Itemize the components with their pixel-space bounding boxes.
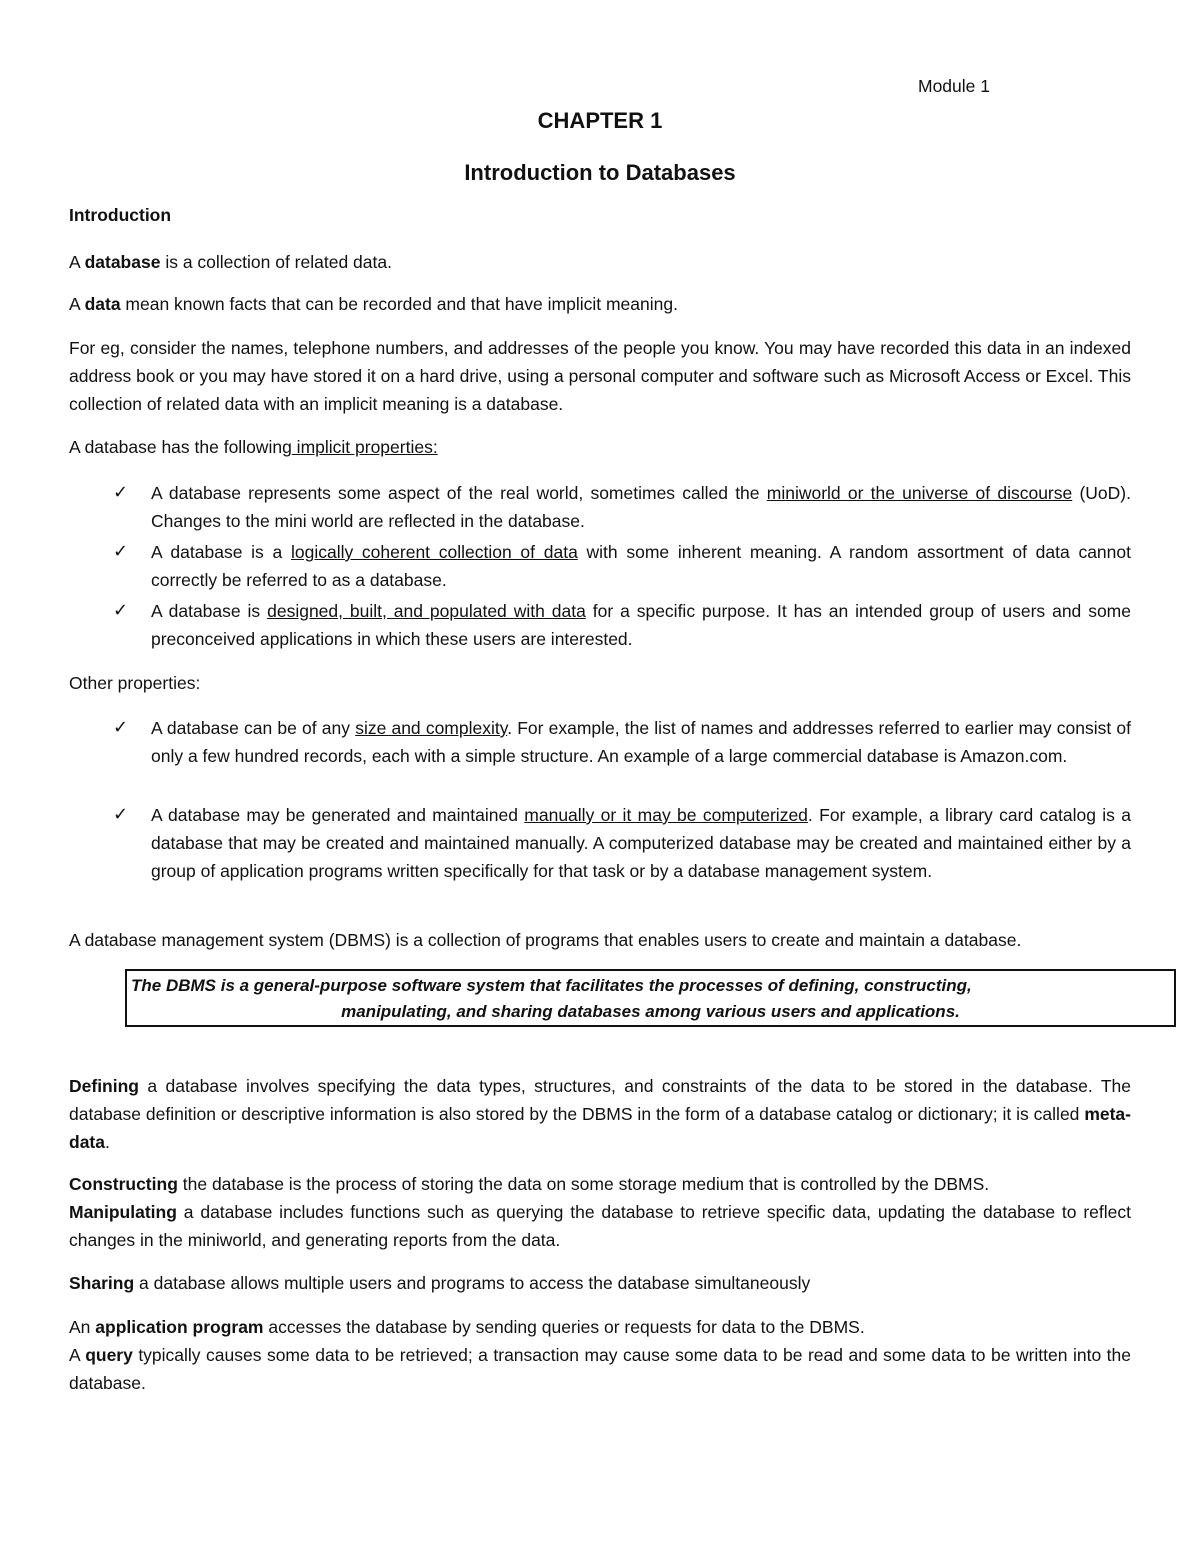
dbms-definition: A database management system (DBMS) is a collection of programs that enables users to create and maintain a database. bbox=[69, 930, 1022, 950]
implicit-property-1: A database represents some aspect of the real world, sometimes called the miniworld or the universe of discourse (UoD). Changes to the mini world are reflected in the database. bbox=[151, 483, 1131, 531]
sharing-paragraph: Sharing a database allows multiple users and programs to access the database simultaneously bbox=[69, 1273, 811, 1293]
chapter-subtitle: Introduction to Databases bbox=[464, 160, 736, 185]
other-property-1: A database can be of any size and complexity. For example, the list of names and addresses referred to earlier may consist of only a few hundred records, each with a simple structure. An example of a large commercial database is Amazon.com. bbox=[151, 718, 1131, 766]
application-program-paragraph: An application program accesses the database by sending queries or requests for data to the DBMS. bbox=[69, 1317, 865, 1337]
implicit-property-2: A database is a logically coherent collection of data with some inherent meaning. A random assortment of data cannot correctly be referred to as a database. bbox=[151, 542, 1131, 590]
database-definition: A database is a collection of related data. bbox=[69, 252, 392, 272]
check-mark-icon: ✓ bbox=[113, 541, 129, 561]
chapter-title: CHAPTER 1 bbox=[537, 108, 663, 133]
defining-paragraph: Defining a database involves specifying the data types, structures, and constraints of the data to be stored in the database. The database definition or descriptive information is also stored by the DBMS in the form of a database catalog or dictionary; it is called meta-data. bbox=[69, 1076, 1131, 1152]
implicit-properties-lead: A database has the following implicit properties: bbox=[69, 437, 438, 457]
other-properties-heading: Other properties: bbox=[69, 673, 201, 693]
dbms-callout-box bbox=[125, 969, 1176, 1027]
module-label: Module 1 bbox=[918, 76, 990, 96]
check-mark-icon: ✓ bbox=[113, 717, 129, 737]
constructing-paragraph: Constructing the database is the process of storing the data on some storage medium that is controlled by the DBMS. bbox=[69, 1174, 990, 1194]
check-mark-icon: ✓ bbox=[113, 804, 129, 824]
implicit-property-3: A database is designed, built, and populated with data for a specific purpose. It has an intended group of users and some preconceived applications in which these users are interested. bbox=[151, 601, 1131, 649]
check-mark-icon: ✓ bbox=[113, 482, 129, 502]
data-definition: A data mean known facts that can be recorded and that have implicit meaning. bbox=[69, 294, 678, 314]
check-mark-icon: ✓ bbox=[113, 600, 129, 620]
callout-line-1: The DBMS is a general-purpose software system that facilitates the processes of defining, constructing, bbox=[131, 976, 972, 995]
example-paragraph: For eg, consider the names, telephone numbers, and addresses of the people you know. You may have recorded this data in an indexed address book or you may have stored it on a hard drive, using a personal computer and software such as Microsoft Access or Excel. This collection of related data with an implicit meaning is a database. bbox=[69, 338, 1131, 414]
intro-heading: Introduction bbox=[69, 205, 172, 225]
query-paragraph: A query typically causes some data to be retrieved; a transaction may cause some data to be read and some data to be written into the database. bbox=[69, 1345, 1131, 1393]
callout-line-2: manipulating, and sharing databases among various users and applications. bbox=[341, 1002, 960, 1021]
other-property-2: A database may be generated and maintained manually or it may be computerized. For example, a library card catalog is a database that may be created and maintained manually. A computerized database may be created and maintained either by a group of application programs written specifically for that task or by a database management system. bbox=[151, 805, 1132, 881]
manipulating-paragraph: Manipulating a database includes functions such as querying the database to retrieve specific data, updating the database to reflect changes in the miniworld, and generating reports from the data. bbox=[69, 1202, 1131, 1250]
